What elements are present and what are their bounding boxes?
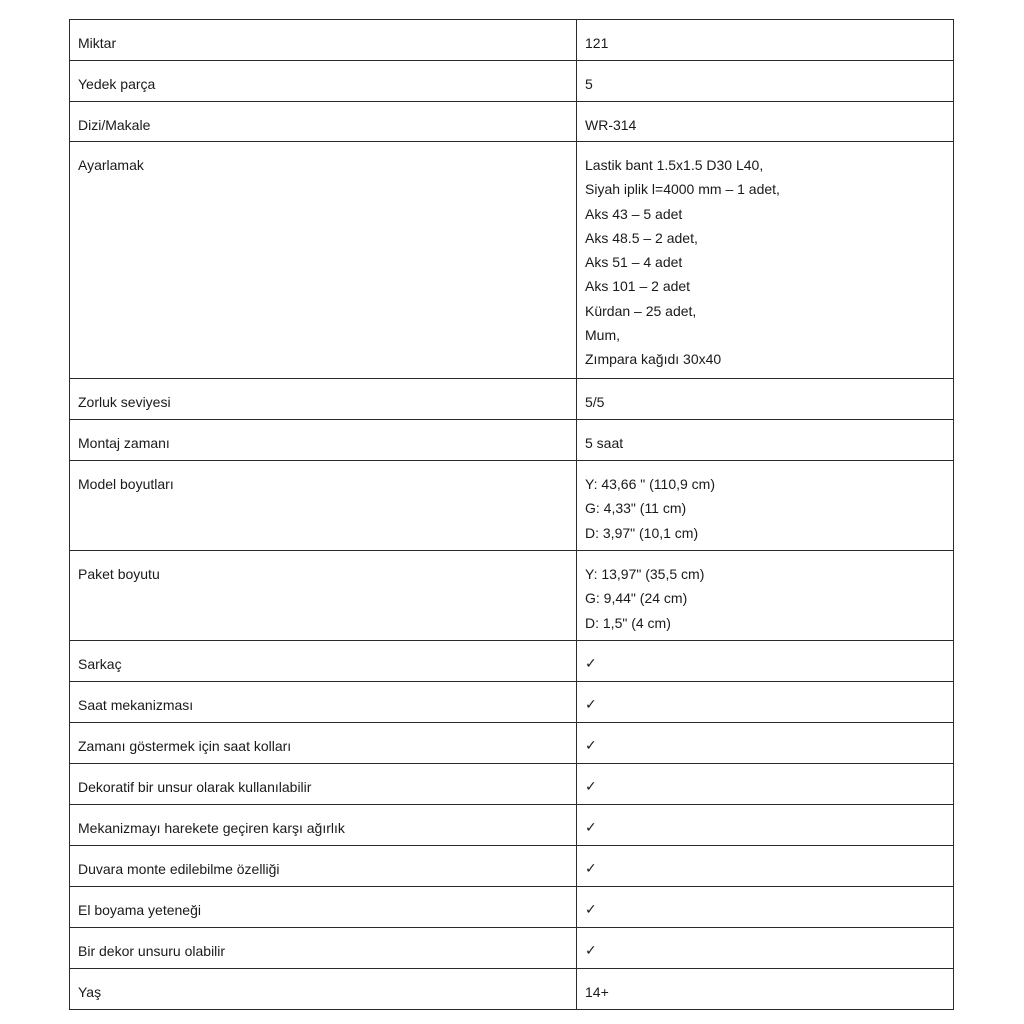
spec-value-cell — [577, 887, 954, 928]
spec-label: Miktar — [78, 35, 117, 51]
spec-value-line: 121 — [585, 35, 609, 51]
table-row — [70, 551, 954, 641]
spec-value-cell — [577, 723, 954, 764]
spec-label: Dizi/Makale — [78, 117, 151, 133]
spec-value-line: Kürdan – 25 adet, — [585, 302, 697, 319]
spec-value-line: Y: 43,66 " (110,9 cm) — [585, 476, 715, 492]
table-row — [70, 723, 954, 764]
spec-value-line: G: 4,33" (11 cm) — [585, 500, 687, 517]
spec-value-line: Aks 48.5 – 2 adet, — [585, 229, 698, 246]
spec-value-line: Aks 43 – 5 adet — [585, 205, 683, 222]
spec-value-cell — [577, 846, 954, 887]
checkmark-icon: ✓ — [585, 820, 597, 836]
spec-label-cell — [70, 61, 577, 102]
spec-value-cell — [577, 420, 954, 461]
spec-value-line: WR-314 — [585, 117, 637, 133]
table-row — [70, 969, 954, 1010]
spec-label: Montaj zamanı — [78, 435, 170, 451]
spec-label-cell — [70, 764, 577, 805]
spec-value-line: Mum, — [585, 327, 620, 344]
table-row — [70, 142, 954, 379]
spec-label-cell — [70, 682, 577, 723]
spec-value-line: 14+ — [585, 984, 609, 1000]
checkmark-icon: ✓ — [585, 656, 597, 672]
spec-value-cell — [577, 61, 954, 102]
spec-label: Zamanı göstermek için saat kolları — [78, 738, 292, 754]
spec-value-cell — [577, 764, 954, 805]
spec-label-cell — [70, 887, 577, 928]
table-row — [70, 846, 954, 887]
spec-label: Ayarlamak — [78, 157, 144, 173]
spec-label-cell — [70, 461, 577, 551]
spec-value-line: D: 3,97" (10,1 cm) — [585, 524, 699, 541]
spec-value-cell — [577, 641, 954, 682]
spec-value-line: Aks 101 – 2 adet — [585, 278, 691, 295]
checkmark-icon: ✓ — [585, 943, 597, 959]
spec-value-cell — [577, 461, 954, 551]
table-row — [70, 461, 954, 551]
checkmark-icon: ✓ — [585, 697, 597, 713]
spec-value-line: Aks 51 – 4 adet — [585, 254, 683, 271]
spec-label: Yedek parça — [78, 76, 156, 92]
spec-label-cell — [70, 928, 577, 969]
checkmark-icon: ✓ — [585, 779, 597, 795]
spec-value-cell — [577, 805, 954, 846]
spec-label-cell — [70, 142, 577, 379]
table-row — [70, 379, 954, 420]
table-row — [70, 928, 954, 969]
spec-label: Model boyutları — [78, 476, 174, 492]
specification-table — [69, 19, 954, 1010]
table-row — [70, 682, 954, 723]
spec-label: El boyama yeteneği — [78, 902, 201, 918]
spec-value-line: Zımpara kağıdı 30x40 — [585, 351, 722, 368]
spec-label-cell — [70, 20, 577, 61]
spec-label: Zorluk seviyesi — [78, 394, 171, 410]
spec-label-cell — [70, 641, 577, 682]
spec-label: Mekanizmayı harekete geçiren karşı ağırlık — [78, 820, 345, 836]
checkmark-icon: ✓ — [585, 738, 597, 754]
spec-label-cell — [70, 805, 577, 846]
table-row — [70, 102, 954, 142]
table-row — [70, 61, 954, 102]
spec-label-cell — [70, 551, 577, 641]
spec-value-line: 5 saat — [585, 435, 624, 451]
table-row — [70, 641, 954, 682]
spec-label-cell — [70, 723, 577, 764]
table-row — [70, 420, 954, 461]
specification-table-body — [70, 20, 954, 1010]
spec-value-line: D: 1,5" (4 cm) — [585, 614, 671, 631]
spec-label-cell — [70, 102, 577, 142]
spec-value-cell — [577, 551, 954, 641]
spec-value-line: G: 9,44" (24 cm) — [585, 590, 688, 607]
spec-label: Bir dekor unsuru olabilir — [78, 943, 226, 959]
spec-label: Duvara monte edilebilme özelliği — [78, 861, 280, 877]
spec-label-cell — [70, 846, 577, 887]
table-row — [70, 805, 954, 846]
checkmark-icon: ✓ — [585, 902, 597, 918]
spec-value-line: Siyah iplik l=4000 mm – 1 adet, — [585, 181, 780, 198]
spec-value-cell — [577, 379, 954, 420]
spec-value-line: 5 — [585, 76, 593, 92]
spec-label: Sarkaç — [78, 656, 122, 672]
spec-label-cell — [70, 379, 577, 420]
spec-label: Saat mekanizması — [78, 697, 194, 713]
table-row — [70, 20, 954, 61]
spec-label: Yaş — [78, 984, 102, 1000]
spec-value-cell — [577, 102, 954, 142]
spec-label: Dekoratif bir unsur olarak kullanılabilir — [78, 779, 312, 795]
spec-label: Paket boyutu — [78, 566, 160, 582]
spec-value-line: Y: 13,97" (35,5 cm) — [585, 566, 705, 582]
spec-value-line: Lastik bant 1.5x1.5 D30 L40, — [585, 157, 764, 173]
spec-label-cell — [70, 969, 577, 1010]
spec-value-cell — [577, 969, 954, 1010]
spec-label-cell — [70, 420, 577, 461]
table-row — [70, 887, 954, 928]
spec-value-cell — [577, 20, 954, 61]
table-row — [70, 764, 954, 805]
spec-value-cell — [577, 928, 954, 969]
spec-value-line: 5/5 — [585, 394, 605, 410]
spec-value-cell — [577, 142, 954, 379]
spec-value-cell — [577, 682, 954, 723]
checkmark-icon: ✓ — [585, 861, 597, 877]
